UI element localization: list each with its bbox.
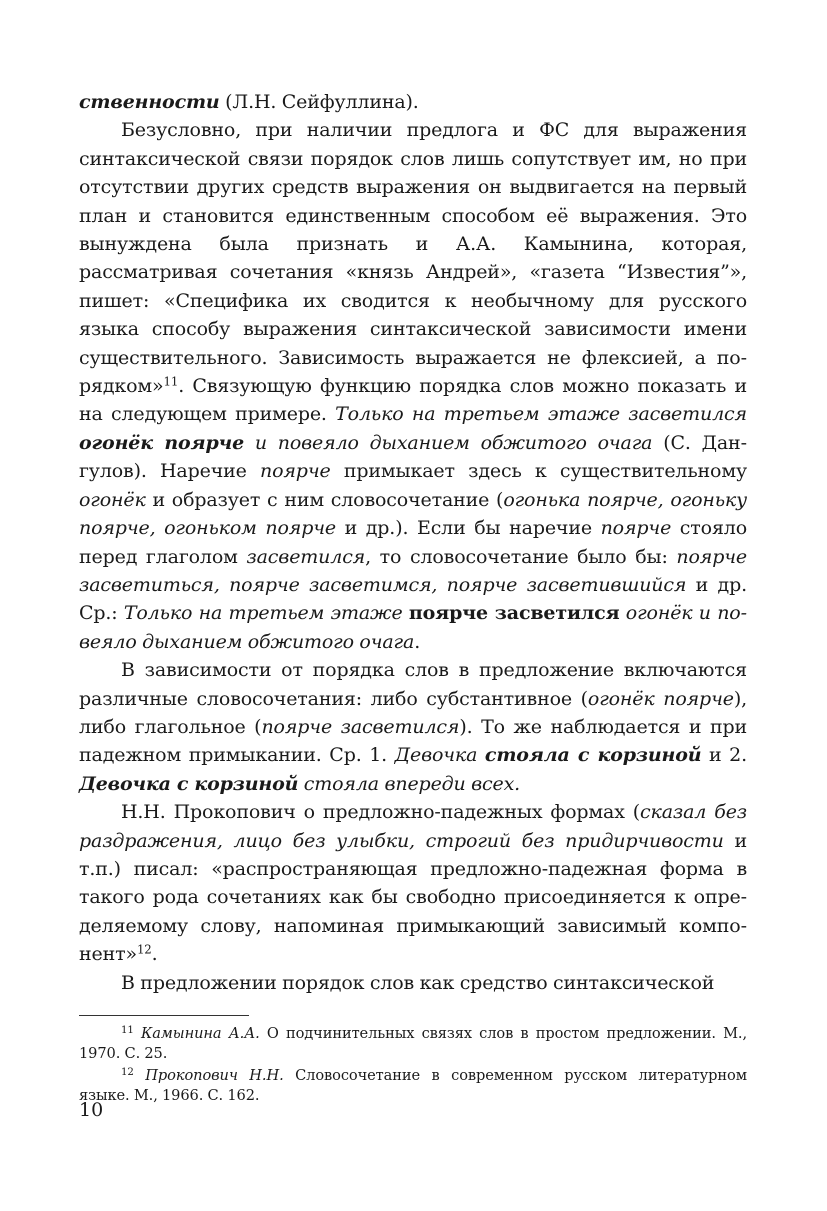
bold-italic-text: стояла с корзиной bbox=[484, 744, 702, 767]
text-run: и 2. bbox=[701, 744, 747, 767]
text-run: примыкает здесь к существительному bbox=[330, 460, 747, 483]
bold-text: поярче засветился bbox=[408, 602, 620, 625]
italic-text: Девочка bbox=[394, 744, 485, 767]
page-number: 10 bbox=[79, 1099, 104, 1121]
footnote-marker: 12 bbox=[121, 1066, 134, 1078]
footnote-marker: 11 bbox=[121, 1024, 134, 1036]
bold-italic-text: ственности bbox=[79, 91, 220, 113]
paragraph bbox=[79, 798, 747, 968]
text-run bbox=[134, 1025, 141, 1042]
text-run: Н.Н. Прокопович о предложно-падежных формах ( bbox=[121, 801, 641, 824]
bold-italic-text: огонёк поярче bbox=[79, 431, 245, 454]
text-run: и др. Ср.: bbox=[79, 573, 747, 625]
italic-text: и повеяло дыханием обжитого очага bbox=[244, 431, 653, 454]
italic-text: поярче bbox=[600, 517, 672, 540]
footnotes bbox=[79, 1024, 747, 1106]
main-text bbox=[79, 88, 747, 997]
text-run: . bbox=[151, 943, 158, 966]
italic-text: Только на третьем этаже bbox=[123, 602, 409, 625]
italic-text: Камынинa А.А. bbox=[141, 1025, 260, 1042]
text-run: и т.п.) писал: «распространяющая предложно-падежная форма в такого рода сочетаниях как бы свободно присоединяется к определяемому слову, напоминая примыкающий зависимый компонент» bbox=[79, 829, 747, 966]
bold-italic-text: Девочка с корзиной bbox=[79, 772, 299, 795]
italic-text: поярче засветился bbox=[261, 715, 460, 738]
text-run: . Связующую функцию порядка слов можно показать и на следующем примере. bbox=[79, 375, 747, 426]
italic-text: огонёк поярче bbox=[587, 687, 734, 710]
paragraph bbox=[79, 969, 747, 997]
text-run: ). То же наблюдается и при падежном примыкании. Ср. 1. bbox=[79, 715, 747, 767]
text-run: (Л.Н. Сейфуллина). bbox=[219, 91, 419, 113]
page-content bbox=[79, 88, 747, 1108]
text-run: Безусловно, при наличии предлога и ФС для выражения синтаксической связи порядок слов лишь сопутствует им, но при отсутствии других средств выражения он выдвигается на первый план и становится единственным способом её выражения. Это вынуждена была признать и А.А. Камынинa, которая, рассматривая сочетания «князь Андрей», «газета “Известия”», пишет: «Специфика их сводится к необычному для русского языка способу выражения синтаксической зависимости имени существительного. Зависимость выражается не флексией, а порядком» bbox=[79, 119, 747, 398]
italic-text: стояла впереди всех. bbox=[298, 772, 521, 795]
footnote bbox=[79, 1024, 747, 1064]
text-run: и др.). Если бы наречие bbox=[335, 517, 601, 540]
italic-text: поярче bbox=[260, 460, 331, 483]
italic-text: засветился bbox=[246, 545, 366, 568]
footnote-divider bbox=[79, 1015, 249, 1016]
text-run: и образует с ним словосочетание ( bbox=[145, 488, 504, 511]
text-run bbox=[134, 1067, 145, 1084]
text-run: В предложении порядок слов как средство синтаксической bbox=[121, 971, 715, 994]
italic-text: огонёк и повеяло дыханием обжитого очага bbox=[79, 602, 748, 653]
italic-text: поярче засветиться, поярче засветимся, поярче засветившийся bbox=[79, 545, 747, 596]
footnote-marker: 12 bbox=[136, 942, 152, 957]
text-run: ), либо глагольное ( bbox=[79, 687, 747, 738]
italic-text: Только на третьем этаже засветился bbox=[335, 403, 747, 426]
text-run: Словосочетание в современном русском литературном языке. М., 1966. С. 162. bbox=[79, 1067, 747, 1104]
paragraph bbox=[79, 88, 747, 116]
italic-text: сказал без раздражения, лицо без улыбки, строгий без придирчивости bbox=[79, 801, 747, 852]
footnote-marker: 11 bbox=[163, 374, 179, 389]
italic-text: Прокопович Н.Н. bbox=[145, 1067, 284, 1084]
italic-text: огонёк bbox=[79, 488, 146, 511]
italic-text: огонька поярче, огоньку поярче, огоньком поярче bbox=[79, 488, 747, 540]
text-run: , то словосочетание было бы: bbox=[365, 545, 677, 568]
text-run: О подчинительных связях слов в простом предложении. М., 1970. С. 25. bbox=[79, 1025, 747, 1062]
text-run: В зависимости от порядка слов в предложение включаются различные словосочетания: либо субстантивное ( bbox=[79, 659, 747, 710]
text-run: . bbox=[414, 630, 421, 653]
paragraph bbox=[79, 656, 747, 798]
footnote bbox=[79, 1066, 747, 1106]
text-run: стояло перед глаголом bbox=[79, 517, 747, 568]
text-run: (С. Дангулов). Наречие bbox=[79, 431, 747, 483]
paragraph bbox=[79, 116, 747, 656]
